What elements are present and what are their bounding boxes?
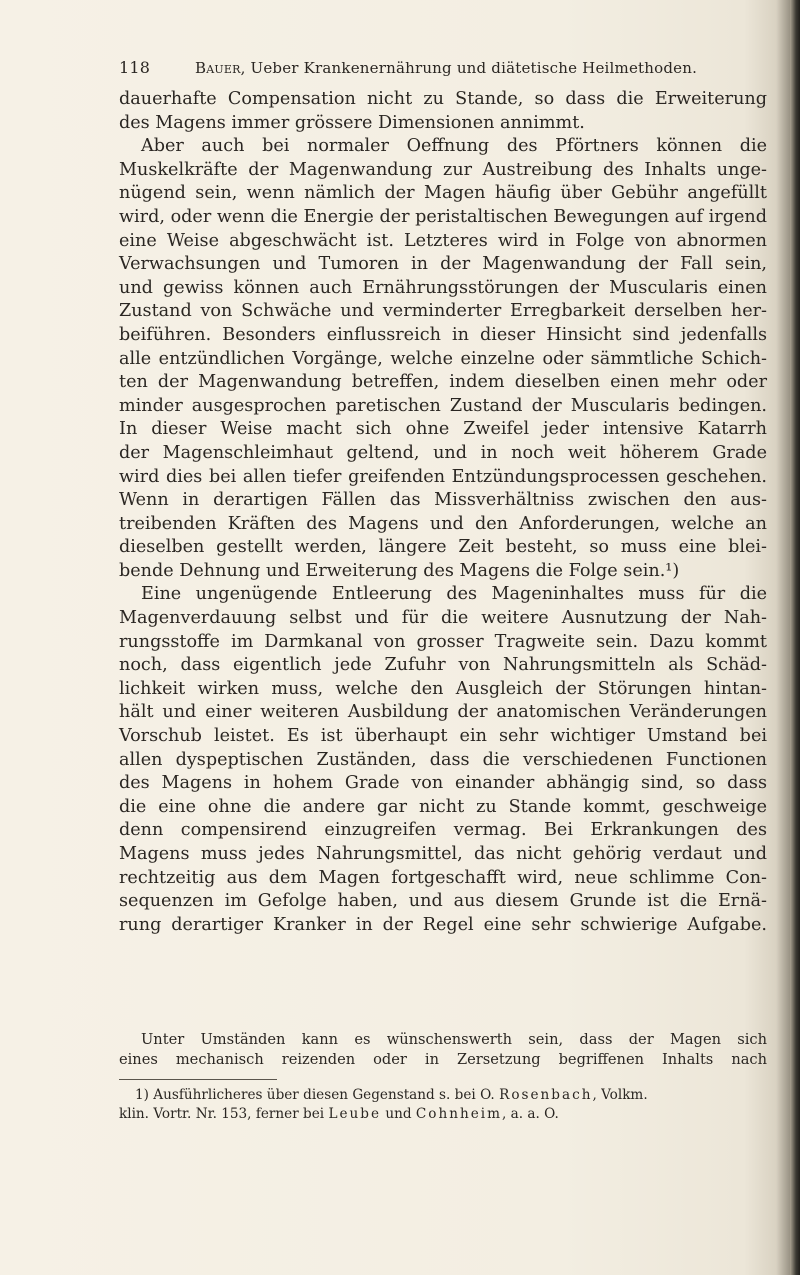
text-line: eine Weise abgeschwächt ist. Letzteres wird in Folge von abnormen	[119, 230, 767, 251]
footnote-text: 1) Ausführlicheres über diesen Gegenstand s. bei O.	[135, 1087, 500, 1103]
text-line: rung derartiger Kranker in der Regel eine sehr schwierige Aufgabe.	[119, 914, 767, 935]
main-text	[119, 88, 767, 937]
text-line: sequenzen im Gefolge haben, und aus diesem Grunde ist die Ernä-	[119, 891, 767, 912]
text-line: treibenden Kräften des Magens und den Anforderungen, welche an	[119, 513, 767, 534]
text-line: Vorschub leistet. Es ist überhaupt ein sehr wichtiger Umstand bei	[119, 726, 767, 747]
text-line: noch, dass eigentlich jede Zufuhr von Nahrungsmitteln als Schäd-	[119, 655, 767, 676]
page-edge-shadow	[790, 0, 800, 1275]
text-line: Magens muss jedes Nahrungsmittel, das nicht gehörig verdaut und	[119, 844, 767, 864]
small-text-line: Unter Umständen kann es wünschenswerth sein, dass der Magen sich	[141, 1031, 767, 1048]
text-line: ten der Magenwandung betreffen, indem dieselben einen mehr oder	[119, 372, 767, 393]
footnote-text: , Volkm.	[592, 1087, 648, 1103]
text-line: dauerhafte Compensation nicht zu Stande, so dass die Erweiterung	[119, 89, 767, 109]
small-text-line: eines mechanisch reizenden oder in Zersetzung begriffenen Inhalts nach	[119, 1051, 767, 1068]
text-line: nügend sein, wenn nämlich der Magen häufig über Gebühr angefüllt	[119, 183, 767, 204]
running-title-text: , Ueber Krankenernährung und diätetische Heilmethoden.	[240, 59, 698, 77]
footnote-author-name: Cohnheim	[415, 1106, 503, 1122]
page-number: 118	[119, 58, 151, 77]
text-line: Zustand von Schwäche und verminderter Erregbarkeit derselben her-	[119, 301, 767, 322]
text-line: Muskelkräfte der Magenwandung zur Austreibung des Inhalts unge-	[119, 159, 767, 180]
footnote-divider	[119, 1079, 277, 1080]
text-line: minder ausgesprochen paretischen Zustand der Muscularis bedingen.	[119, 395, 767, 416]
text-line: Magenverdauung selbst und für die weitere Ausnutzung der Nah-	[119, 608, 767, 629]
text-line: Wenn in derartigen Fällen das Missverhältniss zwischen den aus-	[119, 490, 767, 511]
running-title	[195, 59, 697, 77]
footnote-line	[119, 1105, 767, 1124]
text-line: bende Dehnung und Erweiterung des Magens die Folge sein.¹)	[119, 560, 680, 581]
text-line: Verwachsungen und Tumoren in der Magenwandung der Fall sein,	[119, 254, 767, 275]
footnote-text: , a. a. O.	[502, 1106, 559, 1122]
text-line: wird dies bei allen tiefer greifenden Entzündungsprocessen geschehen.	[119, 466, 767, 487]
footnotes	[119, 1086, 767, 1124]
text-line: dieselben gestellt werden, längere Zeit besteht, so muss eine blei-	[119, 537, 767, 558]
text-line: denn compensirend einzugreifen vermag. Bei Erkrankungen des	[119, 820, 767, 841]
footnote-line	[119, 1086, 767, 1105]
small-print-paragraph	[119, 1030, 767, 1070]
text-line: hält und einer weiteren Ausbildung der anatomischen Veränderungen	[119, 702, 767, 723]
running-author: Bauer	[195, 59, 241, 77]
text-line: alle entzündlichen Vorgänge, welche einzelne oder sämmtliche Schich-	[119, 348, 767, 369]
text-line: und gewiss können auch Ernährungsstörungen der Muscularis einen	[119, 277, 767, 298]
text-line: In dieser Weise macht sich ohne Zweifel jeder intensive Katarrh	[119, 419, 767, 440]
text-line: der Magenschleimhaut geltend, und in noch weit höherem Grade	[119, 442, 767, 463]
footnote-author-name: Rosenbach	[499, 1087, 593, 1103]
text-line: rungsstoffe im Darmkanal von grosser Tragweite sein. Dazu kommt	[119, 631, 767, 652]
text-line: beiführen. Besonders einflussreich in dieser Hinsicht sind jedenfalls	[119, 324, 767, 345]
footnote-text: und	[381, 1106, 416, 1122]
text-line: Aber auch bei normaler Oeffnung des Pförtners können die	[141, 136, 767, 157]
footnote-author-name: Leube	[328, 1106, 382, 1122]
text-line: die eine ohne die andere gar nicht zu Stande kommt, geschweige	[119, 796, 767, 817]
text-line: des Magens immer grössere Dimensionen annimmt.	[119, 112, 585, 133]
text-line: des Magens in hohem Grade von einander abhängig sind, so dass	[119, 773, 767, 794]
text-line: rechtzeitig aus dem Magen fortgeschafft wird, neue schlimme Con-	[119, 867, 767, 888]
text-line: wird, oder wenn die Energie der peristaltischen Bewegungen auf irgend	[119, 206, 767, 227]
text-line: Eine ungenügende Entleerung des Mageninhaltes muss für die	[141, 584, 767, 605]
text-line: allen dyspeptischen Zuständen, dass die verschiedenen Functionen	[119, 749, 767, 770]
running-header	[119, 58, 699, 84]
text-line: lichkeit wirken muss, welche den Ausgleich der Störungen hintan-	[119, 678, 767, 699]
footnote-text: klin. Vortr. Nr. 153, ferner bei	[119, 1106, 329, 1122]
